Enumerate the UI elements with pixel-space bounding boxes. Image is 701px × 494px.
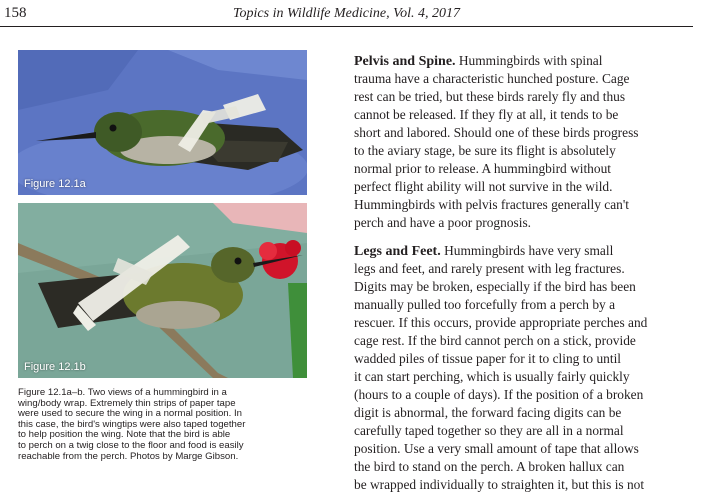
figure-caption <box>18 388 310 462</box>
body-text: Hummingbirds have very small <box>444 243 614 258</box>
body-line: (hours to a couple of days). If the position of a broken <box>354 387 644 402</box>
body-line: perch and have a poor prognosis. <box>354 215 532 230</box>
caption-line: to help position the wing. Note that the bird is able <box>18 429 231 441</box>
body-line: to the aviary stage, be sure its flight is absolutely <box>354 143 616 158</box>
body-line: it can start perching, which is usually fairly quickly <box>354 369 630 384</box>
section-legs-and-feet <box>354 242 669 494</box>
page-number: 158 <box>4 5 27 21</box>
body-line: be wrapped individually to straighten it, but this is not <box>354 477 645 492</box>
caption-line: were used to secure the wing in a normal position. In <box>18 408 242 420</box>
section-heading: Pelvis and Spine. <box>354 54 456 69</box>
body-line: trauma have a characteristic hunched posture. Cage <box>354 71 630 86</box>
body-line: rescuer. If this occurs, provide appropriate perches and <box>354 315 648 330</box>
caption-line: to perch on a twig close to the floor and food is easily <box>18 439 244 451</box>
section-pelvis-and-spine <box>354 52 669 232</box>
header-rule <box>0 26 693 27</box>
body-line: manually pulled too forcefully from a perch by a <box>354 297 616 312</box>
caption-line: this case, the bird's wingtips were also taped together <box>18 418 246 430</box>
figure-label: Figure 12.1a <box>24 178 86 190</box>
section-heading: Legs and Feet. <box>354 244 441 259</box>
hummingbird-in-hand-photo <box>18 50 307 195</box>
body-line: carefully taped together so they are all in a normal <box>354 423 624 438</box>
body-line: short and labored. Should one of these birds progress <box>354 125 639 140</box>
body-line: rest can be tried, but these birds rarely fly and thus <box>354 89 626 104</box>
hummingbird-on-perch-photo <box>18 203 307 378</box>
body-line: the bird to stand on the perch. A broken hallux can <box>354 459 625 474</box>
body-line: perfect flight ability will not survive in the wild. <box>354 179 613 194</box>
caption-line: Figure 12.1a–b. Two views of a hummingbird in a <box>18 387 227 398</box>
page-header <box>0 0 693 26</box>
figure-label: Figure 12.1b <box>24 361 86 373</box>
figure-12-1b <box>18 203 307 378</box>
body-line: cage rest. If the bird cannot perch on a stick, provide <box>354 333 636 348</box>
body-line: normal prior to release. A hummingbird without <box>354 161 611 176</box>
body-text: Hummingbirds with spinal <box>458 53 603 68</box>
caption-line: wing/body wrap. Extremely thin strips of paper tape <box>18 397 236 409</box>
figure-12-1a <box>18 50 307 195</box>
body-line: wadded piles of tissue paper for it to cling to until <box>354 351 622 366</box>
caption-line: reachable from the perch. Photos by Marge Gibson. <box>18 450 239 462</box>
body-line: legs and feet, and rarely present with leg fractures. <box>354 261 625 276</box>
running-title: Topics in Wildlife Medicine, Vol. 4, 2017 <box>233 6 460 21</box>
body-line: position. Use a very small amount of tape that allows <box>354 441 639 456</box>
body-line: Hummingbirds with pelvis fractures generally can't <box>354 197 629 212</box>
body-line: Digits may be broken, especially if the bird has been <box>354 279 636 294</box>
body-line: cannot be released. If they fly at all, it tends to be <box>354 107 619 122</box>
body-line: digit is abnormal, the forward facing digits can be <box>354 405 622 420</box>
